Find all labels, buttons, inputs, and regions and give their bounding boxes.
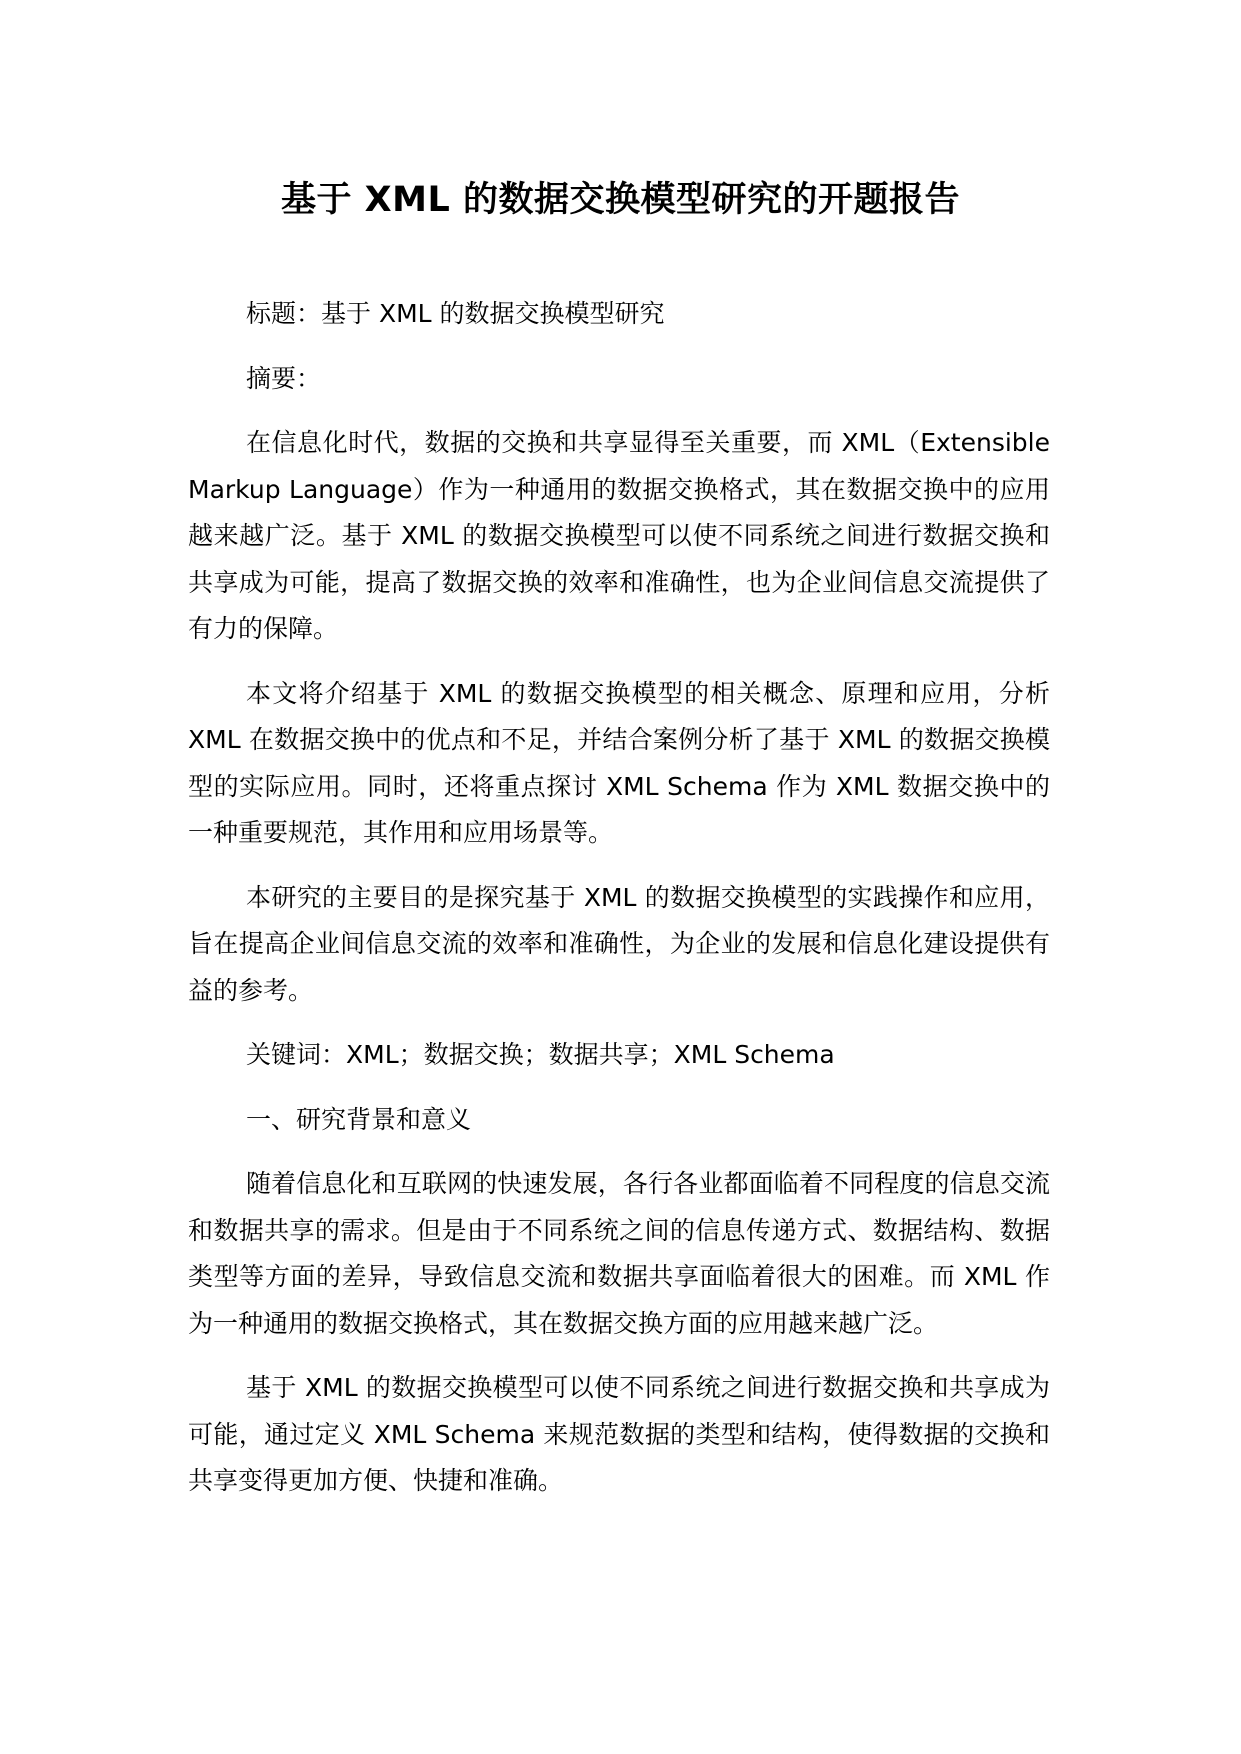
- abstract-paragraph-3: 本研究的主要目的是探究基于 XML 的数据交换模型的实践操作和应用，旨在提高企业间信息交流的效率和准确性，为企业的发展和信息化建设提供有益的参考。: [188, 882, 1050, 1005]
- keywords-line: 关键词：XML；数据交换；数据共享；XML Schema: [246, 1040, 835, 1069]
- section-heading-1: 一、研究背景和意义: [246, 1104, 472, 1134]
- abstract-heading: 摘要：: [246, 363, 322, 393]
- document-title: 基于 XML 的数据交换模型研究的开题报告: [281, 180, 960, 220]
- document-body: [188, 291, 1050, 1523]
- abstract-paragraph-1: 在信息化时代，数据的交换和共享显得至关重要，而 XML（Extensible Markup Language）作为一种通用的数据交换格式，其在数据交换中的应用越来越广泛。基于 XML 的数据交换模型可以使不同系统之间进行数据交换和共享成为可能，提高了数据交换的效率和准确性，也为企业间信息交流提供了有力的保障。: [188, 428, 1050, 643]
- background-paragraph-2: 基于 XML 的数据交换模型可以使不同系统之间进行数据交换和共享成为可能，通过定义 XML Schema 来规范数据的类型和结构，使得数据的交换和共享变得更加方便、快捷和准确。: [188, 1373, 1050, 1495]
- background-paragraph-1: 随着信息化和互联网的快速发展，各行各业都面临着不同程度的信息交流和数据共享的需求。但是由于不同系统之间的信息传递方式、数据结构、数据类型等方面的差异，导致信息交流和数据共享面临着很大的困难。而 XML 作为一种通用的数据交换格式，其在数据交换方面的应用越来越广泛。: [188, 1169, 1050, 1338]
- title-line: 标题：基于 XML 的数据交换模型研究: [246, 299, 665, 328]
- abstract-paragraph-2: 本文将介绍基于 XML 的数据交换模型的相关概念、原理和应用，分析 XML 在数据交换中的优点和不足，并结合案例分析了基于 XML 的数据交换模型的实际应用。同时，还将重点探讨 XML Schema 作为 XML 数据交换中的一种重要规范，其作用和应用场景等。: [188, 678, 1050, 847]
